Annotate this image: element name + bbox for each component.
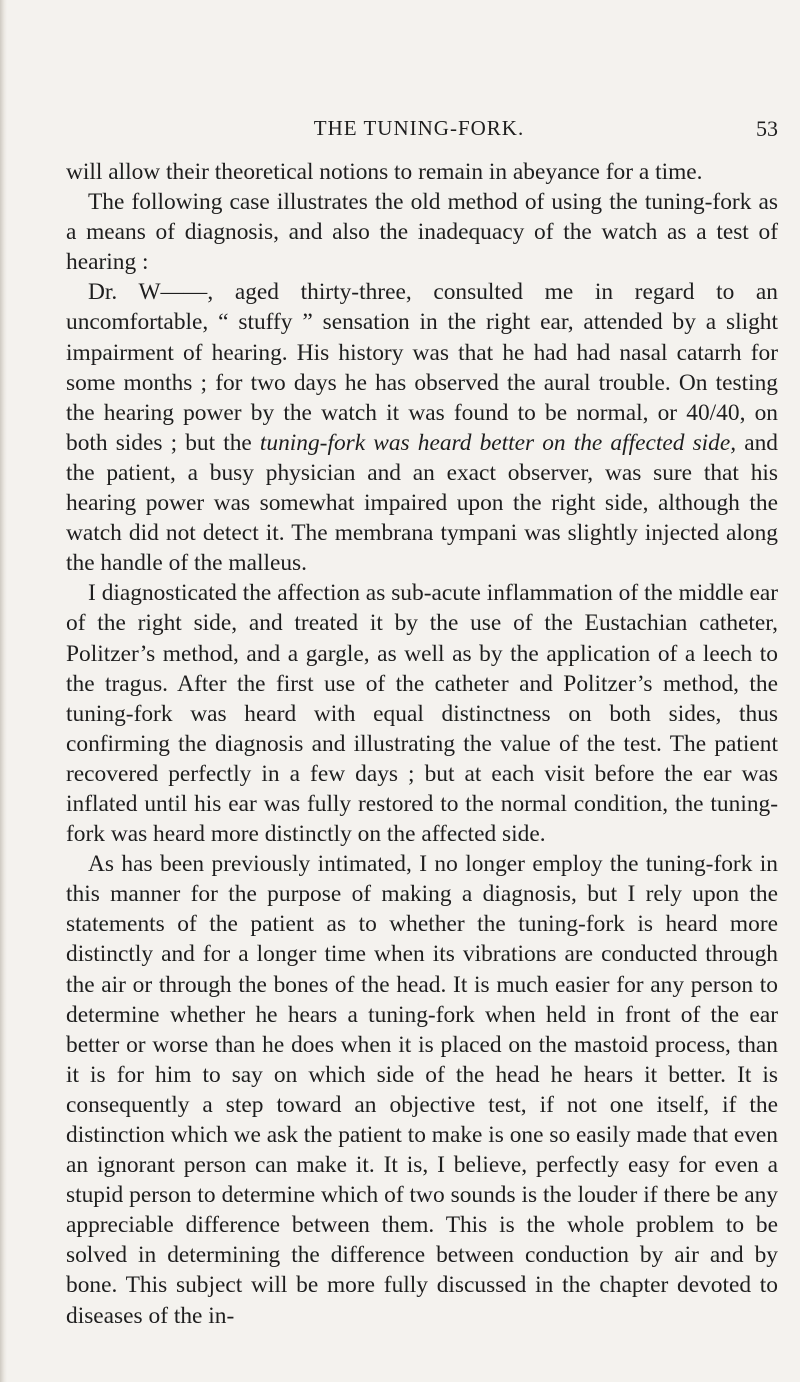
running-title: THE TUNING-FORK. — [313, 116, 525, 140]
paragraph-continued: will allow their theoretical notions to remain in abeyance for a time. — [66, 159, 703, 185]
case-history-text-end: and the patient, a busy physician and an exact observer, was sure that his hearing power was somewhat impaired upon the right side, although the watch did not detect it. The membrana tympani was slightly injected along the handle of the malleus. — [66, 429, 778, 577]
page-edge-shadow — [0, 0, 7, 1382]
paragraph-method: As has been previously intimated, I no longer employ the tuning-fork in this manner for the purpose of making a diagnosis, but I rely upon the statements of the patient as to whether the tuning-fork is heard more distinctly and for a longer time when its vibrations are conducted through the air or through the bones of the head. It is much easier for any person to determine whether he hears a tuning-fork when held in front of the ear better or worse than he does when it is placed on the mastoid process, than it is for him to say on which side of the head he hears it better. It is consequently a step toward an objective test, if not one itself, if the distinction which we ask the patient to make is one so easily made that even an ignorant person can make it. It is, I believe, perfectly easy for even a stupid person to determine which of two sounds is the louder if there be any appreciable difference between them. This is the whole problem to be solved in determining the difference between conduction by air and by bone. This subject will be more fully discussed in the chapter devoted to diseases of the in- — [66, 851, 778, 1329]
paragraph-case-intro: The following case illustrates the old method of using the tuning-fork as a means of diagnosis, and also the inadequacy of the watch as a test of hearing : — [66, 189, 778, 276]
case-history-text-start: Dr. W——, aged thirty-three, consulted me in regard to an uncomfortable, “ stuffy ” sensation in the right ear, attended by a slight impairment of hearing. His history was that he had had nasal catarrh for some months ; for two days he has observed the aural trouble. On testing the hearing power by the watch it was found to be normal, or 40/40, on both sides ; but the — [66, 279, 778, 456]
body-text — [66, 157, 778, 1331]
page-number: 53 — [756, 116, 778, 141]
paragraph-case-history — [66, 277, 778, 578]
case-history-italic-finding: tuning-fork was heard better on the affected side, — [259, 429, 737, 456]
running-header — [60, 116, 778, 146]
paragraph-diagnosis: I diagnosticated the affection as sub-acute inflammation of the middle ear of the right side, and treated it by the use of the Eustachian catheter, Politzer’s method, and a gargle, as well as by the application of a leech to the tragus. After the first use of the catheter and Politzer’s method, the tuning-fork was heard with equal distinctness on both sides, thus confirming the diagnosis and illustrating the value of the test. The patient recovered perfectly in a few days ; but at each visit before the ear was inflated until his ear was fully restored to the normal condition, the tuning-fork was heard more distinctly on the affected side. — [66, 580, 778, 848]
